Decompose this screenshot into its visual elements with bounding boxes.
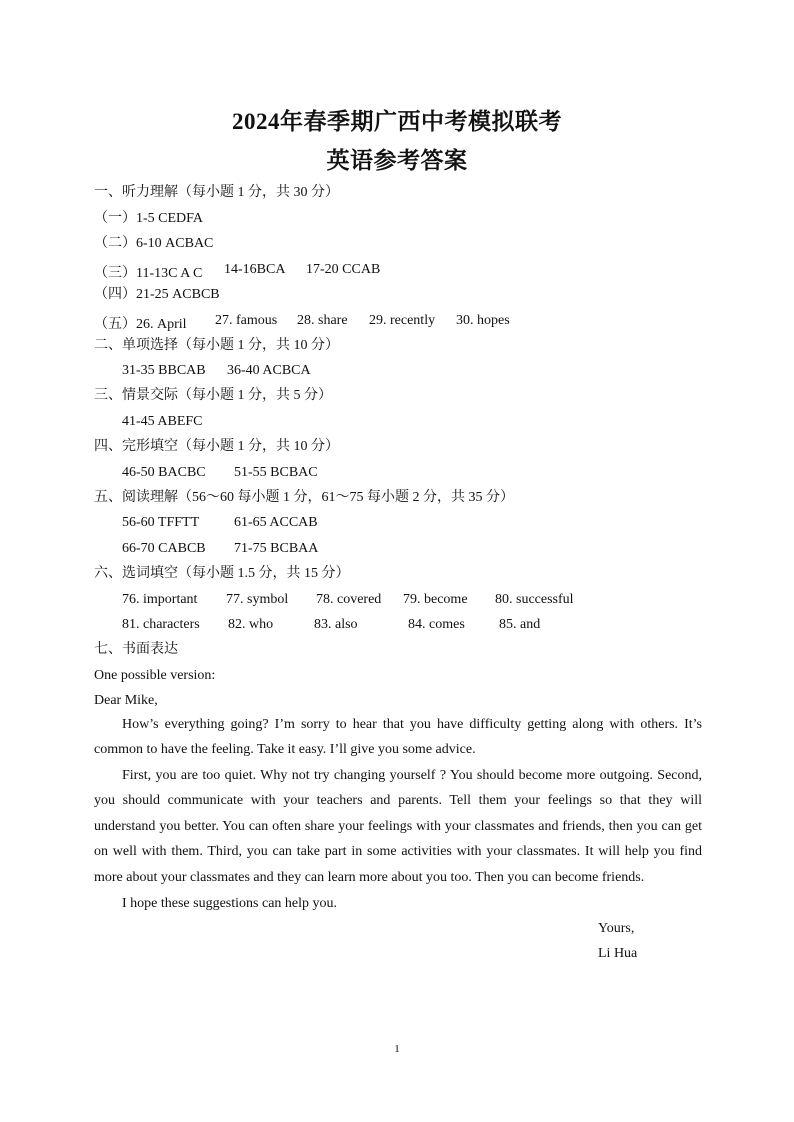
answer-cell: 77. symbol: [226, 592, 289, 607]
section-7-heading: 七、书面表达: [94, 642, 178, 657]
answer-line: （一）1-5 CEDFA: [94, 211, 204, 226]
answer-cell: 61-65 ACCAB: [234, 515, 318, 530]
answer-cell: 76. important: [122, 592, 198, 607]
section-5-heading: 五、阅读理解（56～60 每小题 1 分，61～75 每小题 2 分，共 35 分）: [94, 490, 514, 505]
answer-cell: 85. and: [499, 617, 541, 632]
answer-cell: 31-35 BBCAB: [122, 363, 206, 378]
answer-cell: 27. famous: [215, 313, 278, 328]
answer-cell: 30. hopes: [456, 313, 510, 328]
answer-cell: 78. covered: [316, 592, 382, 607]
essay-paragraph-2: First, you are too quiet. Why not try changing yourself ? You should become more outgoing. Second, you should communicate with your teachers and parents. Tell them your feelings so that they will understand you better. You can often share your feelings with your classmates and friends, then you can get on well with them. Third, you can take part in some activities with your classmates. It will help you find more about your classmates and they can learn more about you too. Then you can become friends.: [94, 768, 702, 885]
essay-closing: Yours,: [598, 921, 635, 936]
answer-cell: 46-50 BACBC: [122, 465, 206, 480]
answer-cell: 17-20 CCAB: [306, 262, 381, 277]
answer-cell: 51-55 BCBAC: [234, 465, 318, 480]
section-3-heading: 三、情景交际（每小题 1 分，共 5 分）: [94, 388, 332, 403]
answer-line: （五）26. April: [94, 317, 187, 332]
answer-cell: 84. comes: [408, 617, 465, 632]
answer-cell: 28. share: [297, 313, 348, 328]
essay-paragraph-3: I hope these suggestions can help you.: [122, 896, 338, 911]
answer-cell: 81. characters: [122, 617, 200, 632]
answer-cell: 14-16BCA: [224, 262, 286, 277]
answer-cell: 71-75 BCBAA: [234, 541, 319, 556]
essay-intro: One possible version:: [94, 668, 216, 683]
answer-cell: 41-45 ABEFC: [122, 414, 203, 429]
answer-cell: 82. who: [228, 617, 274, 632]
answer-cell: 80. successful: [495, 592, 574, 607]
answer-cell: 79. become: [403, 592, 468, 607]
page-number: 1: [394, 1043, 400, 1055]
section-4-heading: 四、完形填空（每小题 1 分，共 10 分）: [94, 439, 339, 454]
answer-line: （四）21-25 ACBCB: [94, 287, 220, 302]
essay-signature: Li Hua: [598, 946, 638, 961]
answer-line: （二）6-10 ACBAC: [94, 236, 214, 251]
essay-paragraph-1: How’s everything going? I’m sorry to hear that you have difficulty getting along with others. It’s common to have the feeling. Take it easy. I’ll give you some advice.: [94, 717, 702, 758]
answer-cell: 56-60 TFFTT: [122, 515, 200, 530]
answer-cell: 66-70 CABCB: [122, 541, 206, 556]
answer-cell: 29. recently: [369, 313, 436, 328]
answer-cell: 83. also: [314, 617, 358, 632]
answer-cell: 36-40 ACBCA: [227, 363, 311, 378]
essay-greeting: Dear Mike,: [94, 693, 158, 708]
section-6-heading: 六、选词填空（每小题 1.5 分，共 15 分）: [94, 566, 350, 581]
page-subtitle: 英语参考答案: [326, 148, 468, 173]
section-2-heading: 二、单项选择（每小题 1 分，共 10 分）: [94, 338, 339, 353]
answer-line: （三）11-13C A C: [94, 266, 203, 281]
section-1-heading: 一、听力理解（每小题 1 分，共 30 分）: [94, 185, 339, 200]
page-title: 2024年春季期广西中考模拟联考: [232, 109, 562, 134]
